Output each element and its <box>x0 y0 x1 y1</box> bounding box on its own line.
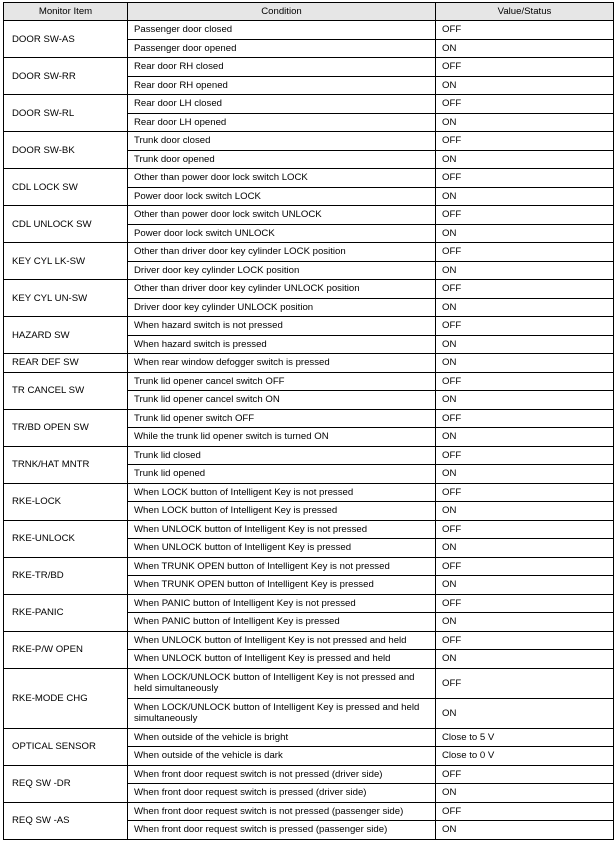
condition-cell: Power door lock switch LOCK <box>128 187 436 206</box>
monitor-item-cell: CDL LOCK SW <box>4 169 128 206</box>
condition-cell: Other than power door lock switch LOCK <box>128 169 436 188</box>
table-row <box>4 557 614 576</box>
monitor-item-cell: TR/BD OPEN SW <box>4 409 128 446</box>
table-body <box>4 21 614 840</box>
value-status-cell: ON <box>436 261 614 280</box>
table-row <box>4 631 614 650</box>
condition-cell: When UNLOCK button of Intelligent Key is pressed and held <box>128 650 436 669</box>
value-status-cell: ON <box>436 502 614 521</box>
condition-cell: Rear door RH opened <box>128 76 436 95</box>
condition-cell: Other than driver door key cylinder LOCK position <box>128 243 436 262</box>
table-row <box>4 58 614 77</box>
condition-cell: When UNLOCK button of Intelligent Key is not pressed and held <box>128 631 436 650</box>
value-status-cell: OFF <box>436 483 614 502</box>
condition-cell: Passenger door opened <box>128 39 436 58</box>
condition-cell: When UNLOCK button of Intelligent Key is pressed <box>128 539 436 558</box>
table-row <box>4 21 614 40</box>
value-status-cell: ON <box>436 354 614 373</box>
condition-cell: Other than power door lock switch UNLOCK <box>128 206 436 225</box>
monitor-item-table <box>3 2 614 840</box>
monitor-item-cell: HAZARD SW <box>4 317 128 354</box>
value-status-cell: ON <box>436 224 614 243</box>
condition-cell: When LOCK button of Intelligent Key is not pressed <box>128 483 436 502</box>
monitor-item-cell: RKE-TR/BD <box>4 557 128 594</box>
monitor-item-cell: RKE-UNLOCK <box>4 520 128 557</box>
condition-cell: Trunk door opened <box>128 150 436 169</box>
table-row <box>4 169 614 188</box>
value-status-cell: ON <box>436 539 614 558</box>
condition-cell: Trunk lid opener cancel switch ON <box>128 391 436 410</box>
value-status-cell: ON <box>436 465 614 484</box>
condition-cell: When front door request switch is not pressed (driver side) <box>128 765 436 784</box>
table-row <box>4 280 614 299</box>
header-condition: Condition <box>128 3 436 21</box>
condition-cell: When TRUNK OPEN button of Intelligent Key is pressed <box>128 576 436 595</box>
value-status-cell: OFF <box>436 520 614 539</box>
condition-cell: When outside of the vehicle is bright <box>128 728 436 747</box>
condition-cell: When front door request switch is pressed (driver side) <box>128 784 436 803</box>
condition-cell: When PANIC button of Intelligent Key is not pressed <box>128 594 436 613</box>
monitor-item-cell: RKE-PANIC <box>4 594 128 631</box>
value-status-cell: ON <box>436 76 614 95</box>
monitor-item-cell: KEY CYL UN-SW <box>4 280 128 317</box>
value-status-cell: OFF <box>436 280 614 299</box>
table-row <box>4 372 614 391</box>
value-status-cell: OFF <box>436 446 614 465</box>
value-status-cell: ON <box>436 187 614 206</box>
table-row <box>4 317 614 336</box>
value-status-cell: ON <box>436 784 614 803</box>
value-status-cell: OFF <box>436 95 614 114</box>
monitor-item-cell: KEY CYL LK-SW <box>4 243 128 280</box>
value-status-cell: ON <box>436 391 614 410</box>
condition-cell: When front door request switch is not pressed (passenger side) <box>128 802 436 821</box>
table-row <box>4 483 614 502</box>
table-row <box>4 354 614 373</box>
value-status-cell: OFF <box>436 169 614 188</box>
condition-cell: When outside of the vehicle is dark <box>128 747 436 766</box>
condition-cell: Driver door key cylinder UNLOCK position <box>128 298 436 317</box>
value-status-cell: OFF <box>436 243 614 262</box>
condition-cell: Driver door key cylinder LOCK position <box>128 261 436 280</box>
monitor-item-cell: DOOR SW-RL <box>4 95 128 132</box>
monitor-item-cell: RKE-P/W OPEN <box>4 631 128 668</box>
monitor-item-cell: REAR DEF SW <box>4 354 128 373</box>
value-status-cell: ON <box>436 650 614 669</box>
value-status-cell: Close to 0 V <box>436 747 614 766</box>
condition-cell: When PANIC button of Intelligent Key is pressed <box>128 613 436 632</box>
monitor-item-cell: DOOR SW-AS <box>4 21 128 58</box>
monitor-item-cell: TR CANCEL SW <box>4 372 128 409</box>
condition-cell: Trunk lid opened <box>128 465 436 484</box>
condition-cell: Trunk lid closed <box>128 446 436 465</box>
table-row <box>4 132 614 151</box>
table-row <box>4 802 614 821</box>
table-row <box>4 446 614 465</box>
value-status-cell: OFF <box>436 372 614 391</box>
value-status-cell: ON <box>436 150 614 169</box>
value-status-cell: OFF <box>436 132 614 151</box>
value-status-cell: OFF <box>436 409 614 428</box>
table-row <box>4 765 614 784</box>
value-status-cell: OFF <box>436 21 614 40</box>
value-status-cell: OFF <box>436 557 614 576</box>
table-row <box>4 594 614 613</box>
table-row <box>4 243 614 262</box>
value-status-cell: ON <box>436 576 614 595</box>
value-status-cell: ON <box>436 298 614 317</box>
table-row <box>4 728 614 747</box>
condition-cell: Other than driver door key cylinder UNLOCK position <box>128 280 436 299</box>
value-status-cell: ON <box>436 39 614 58</box>
condition-cell: When hazard switch is not pressed <box>128 317 436 336</box>
monitor-item-cell: REQ SW -AS <box>4 802 128 839</box>
header-monitor-item: Monitor Item <box>4 3 128 21</box>
value-status-cell: OFF <box>436 631 614 650</box>
value-status-cell: OFF <box>436 765 614 784</box>
condition-cell: Power door lock switch UNLOCK <box>128 224 436 243</box>
condition-cell: When UNLOCK button of Intelligent Key is not pressed <box>128 520 436 539</box>
condition-cell: When LOCK/UNLOCK button of Intelligent Key is not pressed and held simultaneously <box>128 668 436 698</box>
monitor-item-cell: CDL UNLOCK SW <box>4 206 128 243</box>
table-header-row <box>4 3 614 21</box>
table-row <box>4 668 614 698</box>
monitor-item-cell: RKE-LOCK <box>4 483 128 520</box>
condition-cell: When hazard switch is pressed <box>128 335 436 354</box>
condition-cell: When front door request switch is pressed (passenger side) <box>128 821 436 840</box>
condition-cell: When LOCK button of Intelligent Key is pressed <box>128 502 436 521</box>
value-status-cell: OFF <box>436 58 614 77</box>
value-status-cell: ON <box>436 698 614 728</box>
value-status-cell: OFF <box>436 668 614 698</box>
condition-cell: When LOCK/UNLOCK button of Intelligent Key is pressed and held simultaneously <box>128 698 436 728</box>
condition-cell: Rear door LH closed <box>128 95 436 114</box>
value-status-cell: OFF <box>436 317 614 336</box>
monitor-item-cell: DOOR SW-RR <box>4 58 128 95</box>
value-status-cell: OFF <box>436 802 614 821</box>
header-value-status: Value/Status <box>436 3 614 21</box>
condition-cell: Passenger door closed <box>128 21 436 40</box>
monitor-item-cell: TRNK/HAT MNTR <box>4 446 128 483</box>
condition-cell: When TRUNK OPEN button of Intelligent Key is not pressed <box>128 557 436 576</box>
monitor-item-cell: REQ SW -DR <box>4 765 128 802</box>
condition-cell: Trunk door closed <box>128 132 436 151</box>
condition-cell: While the trunk lid opener switch is turned ON <box>128 428 436 447</box>
monitor-item-cell: OPTICAL SENSOR <box>4 728 128 765</box>
table-row <box>4 206 614 225</box>
value-status-cell: OFF <box>436 206 614 225</box>
value-status-cell: OFF <box>436 594 614 613</box>
value-status-cell: ON <box>436 335 614 354</box>
monitor-item-cell: RKE-MODE CHG <box>4 668 128 728</box>
condition-cell: When rear window defogger switch is pressed <box>128 354 436 373</box>
value-status-cell: ON <box>436 428 614 447</box>
value-status-cell: ON <box>436 821 614 840</box>
condition-cell: Rear door RH closed <box>128 58 436 77</box>
value-status-cell: ON <box>436 113 614 132</box>
condition-cell: Trunk lid opener cancel switch OFF <box>128 372 436 391</box>
monitor-item-cell: DOOR SW-BK <box>4 132 128 169</box>
condition-cell: Trunk lid opener switch OFF <box>128 409 436 428</box>
condition-cell: Rear door LH opened <box>128 113 436 132</box>
table-row <box>4 409 614 428</box>
table-row <box>4 95 614 114</box>
table-row <box>4 520 614 539</box>
value-status-cell: Close to 5 V <box>436 728 614 747</box>
value-status-cell: ON <box>436 613 614 632</box>
